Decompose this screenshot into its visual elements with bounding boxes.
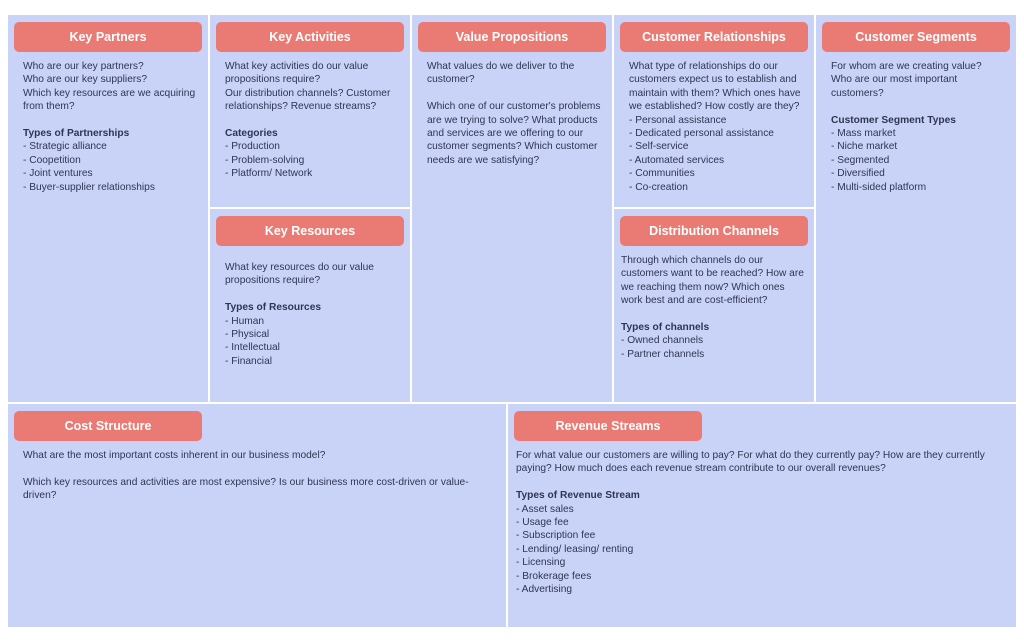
customer-relationships-header: Customer Relationships — [620, 22, 808, 52]
list-item: - Advertising — [516, 584, 573, 596]
list-item: - Platform/ Network — [225, 168, 313, 180]
list-item: - Niche market — [831, 141, 898, 153]
customer-segments-question: For whom are we creating value? — [831, 61, 982, 72]
distribution-channels-list — [621, 334, 806, 361]
key-activities-question: What key activities do our value propositions require? — [225, 61, 369, 86]
key-partners-body — [23, 60, 200, 194]
revenue-streams-subtitle: Types of Revenue Stream — [516, 490, 640, 502]
key-resources-subtitle: Types of Resources — [225, 302, 322, 314]
key-partners-header: Key Partners — [14, 22, 202, 52]
list-item: - Diversified — [831, 168, 885, 180]
key-activities-subtitle: Categories — [225, 128, 278, 140]
key-partners-block — [8, 15, 208, 402]
value-propositions-text: What values do we deliver to the customer? — [427, 61, 575, 86]
list-item: - Brokerage fees — [516, 570, 592, 582]
list-item: - Dedicated personal assistance — [629, 128, 774, 140]
list-item: - Personal assistance — [629, 114, 727, 126]
cost-structure-body — [23, 449, 498, 503]
key-activities-list — [225, 140, 402, 180]
list-item: - Joint ventures — [23, 168, 93, 180]
key-activities-question: Our distribution channels? Customer relationships? Revenue streams? — [225, 87, 391, 113]
customer-segments-body — [831, 60, 1008, 194]
cost-structure-text: Which key resources and activities are most expensive? Is our business more cost-driven or value-driven? — [23, 476, 469, 502]
list-item: - Physical — [225, 329, 270, 341]
key-resources-list — [225, 315, 402, 369]
list-item: - Problem-solving — [225, 154, 305, 166]
customer-segments-subtitle: Customer Segment Types — [831, 114, 956, 126]
key-resources-question: What key resources do our value propositions require? — [225, 262, 374, 287]
list-item: - Intellectual — [225, 342, 280, 354]
list-item: - Production — [225, 141, 280, 153]
list-item: - Owned channels — [621, 335, 704, 347]
value-propositions-header: Value Propositions — [418, 22, 606, 52]
key-resources-block — [210, 209, 410, 402]
list-item: - Communities — [629, 168, 695, 180]
list-item: - Strategic alliance — [23, 141, 107, 153]
distribution-channels-subtitle: Types of channels — [621, 322, 710, 334]
customer-segments-block — [816, 15, 1016, 402]
key-activities-header: Key Activities — [216, 22, 404, 52]
cost-structure-text: What are the most important costs inherent in our business model? — [23, 450, 326, 461]
cost-structure-block — [8, 404, 506, 627]
business-model-canvas — [8, 15, 1016, 627]
distribution-channels-block — [614, 209, 814, 402]
list-item: - Subscription fee — [516, 530, 596, 542]
key-resources-body — [225, 261, 402, 368]
revenue-streams-list — [516, 503, 986, 597]
revenue-streams-header: Revenue Streams — [514, 411, 702, 441]
customer-relationships-block — [614, 15, 814, 207]
revenue-streams-block — [508, 404, 1016, 627]
distribution-channels-header: Distribution Channels — [620, 216, 808, 246]
distribution-channels-body — [621, 254, 806, 361]
list-item: - Usage fee — [516, 517, 569, 529]
list-item: - Coopetition — [23, 154, 81, 166]
list-item: - Self-service — [629, 141, 689, 153]
revenue-streams-body — [516, 449, 986, 596]
customer-segments-question: Who are our most important customers? — [831, 74, 958, 99]
list-item: - Co-creation — [629, 181, 688, 193]
value-propositions-text: Which one of our customer's problems are we trying to solve? What products and services are we offering to our customer segments? Which customer needs are we satisfying? — [427, 101, 601, 166]
list-item: - Automated services — [629, 154, 725, 166]
list-item: - Human — [225, 315, 265, 327]
list-item: - Financial — [225, 355, 272, 367]
cost-structure-header: Cost Structure — [14, 411, 202, 441]
key-activities-block — [210, 15, 410, 207]
value-propositions-body — [427, 60, 604, 167]
value-propositions-block — [412, 15, 612, 402]
key-resources-header: Key Resources — [216, 216, 404, 246]
distribution-channels-question: Through which channels do our customers want to be reached? How are we reaching them now? Which ones work best and are cost-efficient? — [621, 255, 804, 307]
list-item: - Buyer-supplier relationships — [23, 181, 155, 193]
key-partners-question: Who are our key partners? — [23, 61, 144, 72]
key-activities-body — [225, 60, 402, 181]
list-item: - Partner channels — [621, 348, 705, 360]
customer-relationships-list — [629, 114, 806, 194]
list-item: - Asset sales — [516, 503, 574, 515]
list-item: - Segmented — [831, 154, 890, 166]
key-partners-subtitle: Types of Partnerships — [23, 128, 130, 140]
list-item: - Multi-sided platform — [831, 181, 927, 193]
key-partners-question: Which key resources are we acquiring from them? — [23, 87, 196, 113]
key-partners-list — [23, 140, 200, 194]
list-item: - Mass market — [831, 128, 896, 140]
list-item: - Lending/ leasing/ renting — [516, 543, 634, 555]
customer-segments-header: Customer Segments — [822, 22, 1010, 52]
customer-relationships-question: What type of relationships do our customers expect us to establish and maintain with them? Which ones have we established? How costly are they? — [629, 61, 801, 113]
customer-segments-list — [831, 127, 1008, 194]
list-item: - Licensing — [516, 557, 566, 569]
key-partners-question: Who are our key suppliers? — [23, 74, 148, 86]
revenue-streams-question: For what value our customers are willing to pay? For what do they currently pay? How are they currently paying? How much does each revenue stream contribute to our overall revenues? — [516, 450, 985, 475]
customer-relationships-body — [629, 60, 806, 194]
